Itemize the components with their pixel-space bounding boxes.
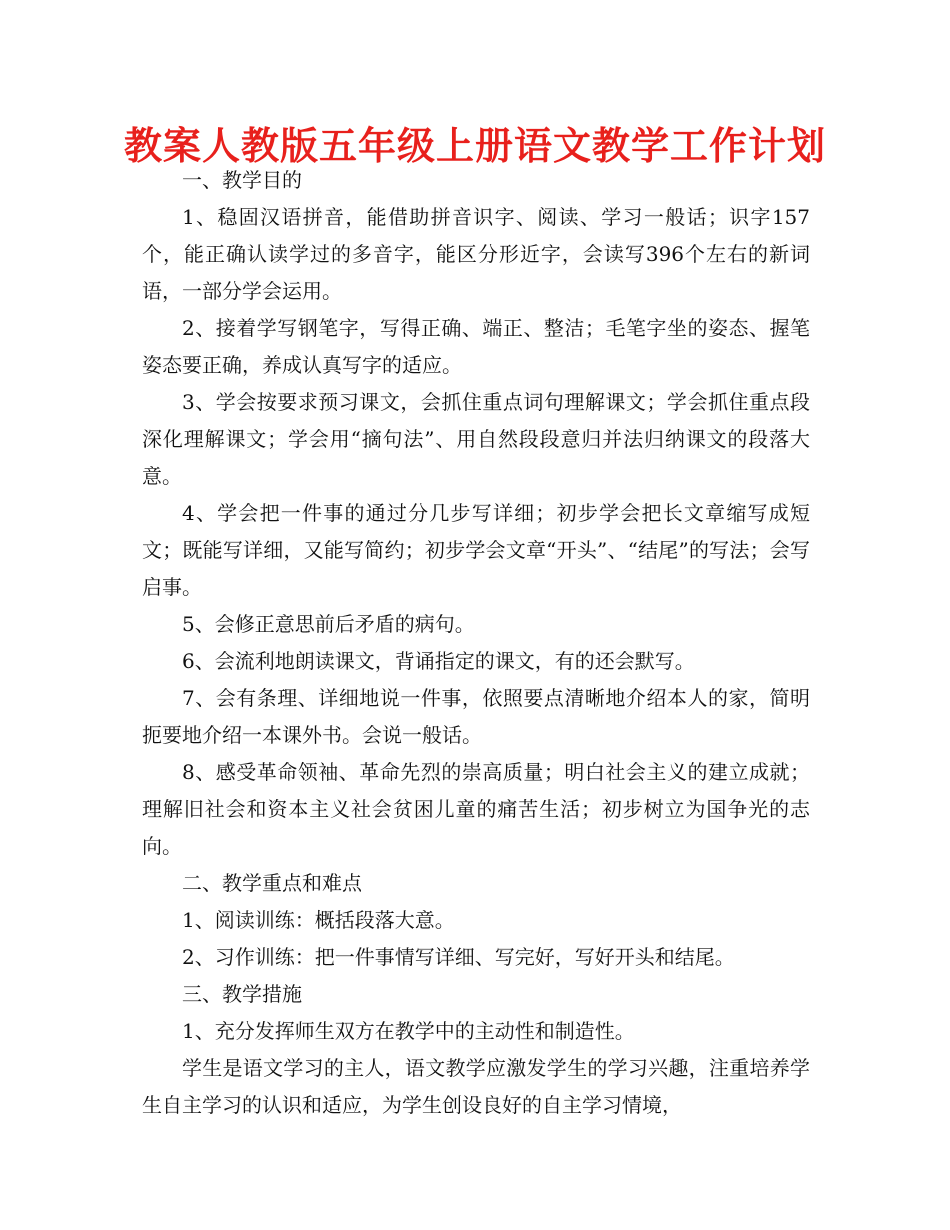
paragraph-measure-1: 1、充分发挥师生双方在教学中的主动性和制造性。 [182, 1019, 635, 1043]
section-heading-measures: 三、教学措施 [182, 982, 302, 1006]
section-heading-key-points: 二、教学重点和难点 [182, 871, 362, 895]
paragraph-key-point-2: 2、习作训练：把一件事情写详细、写完好，写好开头和结尾。 [182, 945, 735, 969]
paragraph-objective-5: 5、会修正意思前后矛盾的病句。 [182, 612, 475, 636]
paragraph-objective-3: 3、学会按要求预习课文，会抓住重点词句理解课文；学会抓住重点段深化理解课文；学会用“摘句法”、用自然段段意归并法归纳课文的段落大意。 [142, 390, 810, 488]
document-title: 教案人教版五年级上册语文教学工作计划 [123, 124, 826, 168]
section-heading-objectives: 一、教学目的 [182, 168, 302, 192]
paragraph-objective-2: 2、接着学写钢笔字，写得正确、端正、整洁；毛笔字坐的姿态、握笔姿态要正确，养成认真写字的适应。 [142, 316, 810, 377]
paragraph-objective-7: 7、会有条理、详细地说一件事，依照要点清晰地介绍本人的家，简明扼要地介绍一本课外书。会说一般话。 [142, 686, 810, 747]
document-body [142, 162, 810, 1124]
paragraph-measure-1-detail: 学生是语文学习的主人，语文教学应激发学生的学习兴趣，注重培养学生自主学习的认识和适应，为学生创设良好的自主学习情境， [142, 1056, 810, 1117]
paragraph-objective-6: 6、会流利地朗读课文，背诵指定的课文，有的还会默写。 [182, 649, 695, 673]
paragraph-objective-4: 4、学会把一件事的通过分几步写详细；初步学会把长文章缩写成短文；既能写详细，又能写简约；初步学会文章“开头”、“结尾”的写法；会写启事。 [142, 501, 810, 599]
paragraph-key-point-1: 1、阅读训练：概括段落大意。 [182, 908, 455, 932]
paragraph-objective-8: 8、感受革命领袖、革命先烈的崇高质量；明白社会主义的建立成就；理解旧社会和资本主义社会贫困儿童的痛苦生活；初步树立为国争光的志向。 [142, 760, 810, 858]
paragraph-objective-1: 1、稳固汉语拼音，能借助拼音识字、阅读、学习一般话；识字157个，能正确认读学过的多音字，能区分形近字，会读写396个左右的新词语，一部分学会运用。 [142, 205, 810, 303]
